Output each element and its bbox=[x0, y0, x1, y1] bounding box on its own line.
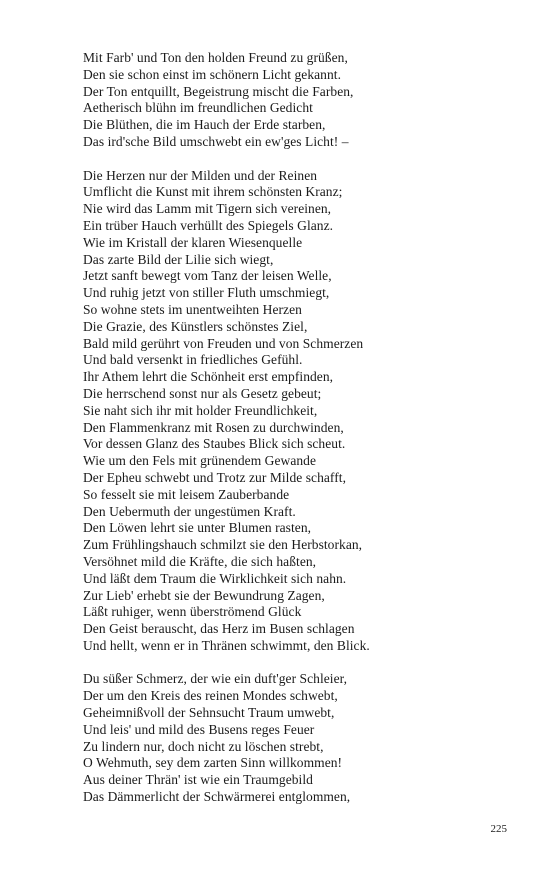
poem-line: Aetherisch blühn im freundlichen Gedicht bbox=[83, 100, 313, 116]
poem-line: Den sie schon einst im schönern Licht gekannt. bbox=[83, 66, 341, 82]
poem-line: Zu lindern nur, doch nicht zu löschen strebt, bbox=[83, 738, 324, 754]
poem-line: Die Herzen nur der Milden und der Reinen bbox=[83, 167, 318, 183]
poem-line: So wohne stets im unentweihten Herzen bbox=[83, 301, 302, 317]
poem-line: Mit Farb' und Ton den holden Freund zu grüßen, bbox=[83, 50, 348, 65]
poem-line: Zur Lieb' erhebt sie der Bewundrung Zagen, bbox=[83, 587, 325, 603]
poem-line: Die herrschend sonst nur als Gesetz gebeut; bbox=[83, 385, 322, 401]
poem-line: Nie wird das Lamm mit Tigern sich vereinen, bbox=[83, 201, 332, 217]
poem-line: Der Ton entquillt, Begeistrung mischt die Farben, bbox=[83, 83, 354, 99]
poem-line: Und läßt dem Traum die Wirklichkeit sich nahn. bbox=[83, 570, 347, 586]
poem-line: Versöhnet mild die Kräfte, die sich haßten, bbox=[83, 553, 317, 569]
poem-line: Und ruhig jetzt von stiller Fluth umschmiegt, bbox=[83, 285, 330, 301]
stanza bbox=[83, 671, 483, 805]
poem-line: Aus deiner Thrän' ist wie ein Traumgebild bbox=[83, 772, 313, 788]
poem-line: Wie im Kristall der klaren Wiesenquelle bbox=[83, 234, 303, 250]
poem-line: Die Blüthen, die im Hauch der Erde starben, bbox=[83, 117, 326, 133]
page-number: 225 bbox=[490, 823, 507, 835]
poem-line: Wie um den Fels mit grünendem Gewande bbox=[83, 453, 316, 469]
poem-line: Bald mild gerührt von Freuden und von Schmerzen bbox=[83, 335, 364, 351]
poem-line: Läßt ruhiger, wenn überströmend Glück bbox=[83, 604, 302, 620]
poem-line: Vor dessen Glanz des Staubes Blick sich scheut. bbox=[83, 436, 346, 452]
poem-line: Die Grazie, des Künstlers schönstes Ziel, bbox=[83, 318, 308, 334]
stanza bbox=[83, 168, 483, 655]
poem-line: Sie naht sich ihr mit holder Freundlichkeit, bbox=[83, 402, 318, 418]
poem-line: Zum Frühlingshauch schmilzt sie den Herbstorkan, bbox=[83, 537, 363, 553]
poem-line: Den Geist berauscht, das Herz im Busen schlagen bbox=[83, 621, 355, 637]
poem-line: Das ird'sche Bild umschwebt ein ew'ges Licht! – bbox=[83, 133, 349, 149]
poem-line: Ein trüber Hauch verhüllt des Spiegels Glanz. bbox=[83, 217, 334, 233]
poem-line: Geheimnißvoll der Sehnsucht Traum umwebt, bbox=[83, 705, 335, 721]
poem-line: Umflicht die Kunst mit ihrem schönsten Kranz; bbox=[83, 184, 343, 200]
poem-line: Und leis' und mild des Busens reges Feuer bbox=[83, 721, 315, 737]
poem-line: Der um den Kreis des reinen Mondes schwebt, bbox=[83, 688, 338, 704]
poem-line: Ihr Athem lehrt die Schönheit erst empfinden, bbox=[83, 369, 334, 385]
poem-line: O Wehmuth, sey dem zarten Sinn willkommen! bbox=[83, 755, 343, 771]
poem-line: Jetzt sanft bewegt vom Tanz der leisen Welle, bbox=[83, 268, 332, 284]
poem-line: Das zarte Bild der Lilie sich wiegt, bbox=[83, 251, 274, 267]
stanza bbox=[83, 50, 483, 151]
poem-text bbox=[83, 50, 483, 823]
poem-line: Den Flammenkranz mit Rosen zu durchwinden, bbox=[83, 419, 344, 435]
poem-line: So fesselt sie mit leisem Zauberbande bbox=[83, 486, 290, 502]
poem-line: Den Uebermuth der ungestümen Kraft. bbox=[83, 503, 296, 519]
poem-line: Du süßer Schmerz, der wie ein duft'ger Schleier, bbox=[83, 671, 348, 687]
poem-line: Und bald versenkt in friedliches Gefühl. bbox=[83, 352, 303, 368]
poem-line: Und hellt, wenn er in Thränen schwimmt, den Blick. bbox=[83, 637, 370, 653]
poem-line: Der Epheu schwebt und Trotz zur Milde schafft, bbox=[83, 469, 346, 485]
poem-line: Das Dämmerlicht der Schwärmerei entglommen, bbox=[83, 789, 351, 805]
poem-line: Den Löwen lehrt sie unter Blumen rasten, bbox=[83, 520, 312, 536]
